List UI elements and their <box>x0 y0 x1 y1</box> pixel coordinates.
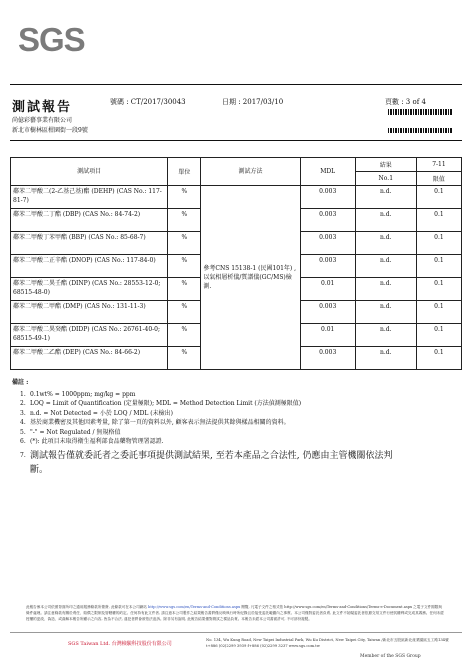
row-unit: % <box>168 209 201 232</box>
table-row <box>11 186 462 209</box>
footer-address: No. 134, Wu Kung Road, New Taipei Industrial Park, Wu Ku District, New Taipei City, Taiwan /新北市五股區新北產業園區五工路134號 t+886 (02)2299 3939 f+886 (02)2299 3237 www.sgs.com.tw <box>206 638 449 648</box>
top-rule <box>10 84 462 85</box>
row-unit: % <box>168 255 201 278</box>
footer-member: Member of the SGS Group <box>360 654 421 659</box>
header-method: 測試方法 <box>201 158 300 186</box>
footer-company <box>68 640 172 647</box>
test-method: 參考CNS 15138-1 (民國101年) ,以氣相層析儀/質譜儀(GC/MS)檢測. <box>201 186 300 370</box>
row-item: 鄰苯二甲酸二正辛酯 (DNOP) (CAS No.: 117-84-0) <box>11 255 168 278</box>
note-item <box>12 428 452 437</box>
sgs-logo <box>18 20 84 60</box>
row-item: 鄰苯二甲酸二異壬酯 (DINP) (CAS No.: 28553-12-0; 68515-48-0) <box>11 278 168 301</box>
note-text: 基於商業機密及其他因素考量, 除了第一頁的資料以外, 顧客表示無法提供其餘與樣品相關的資料。 <box>30 419 290 427</box>
note-item-final <box>12 449 452 477</box>
row-limit: 0.1 <box>416 324 461 347</box>
header-item: 測試項目 <box>11 158 168 186</box>
row-unit: % <box>168 347 201 370</box>
header-result-no: No.1 <box>355 172 416 186</box>
row-result: n.d. <box>355 255 416 278</box>
row-result: n.d. <box>355 186 416 209</box>
header-limit-top: 7-11 <box>416 158 461 172</box>
notes-title: 備註 : <box>12 379 29 386</box>
row-item: 鄰苯二甲酸二異癸酯 (DIDP) (CAS No.: 26761-40-0; 68515-49-1) <box>11 324 168 347</box>
row-limit: 0.1 <box>416 209 461 232</box>
note-text: n.d. = Not Detected = 小於 LOQ / MDL (未檢出) <box>30 409 173 417</box>
note-text: (*): 此項目未取得衛生福利部食品藥物管理署認證. <box>30 438 164 446</box>
row-mdl: 0.003 <box>300 209 355 232</box>
note-item <box>12 409 452 418</box>
note-item <box>12 399 452 408</box>
terms-link[interactable]: http://www.sgs.com/en/Terms-and-Conditions.aspx <box>148 605 241 609</box>
note-item <box>12 390 452 399</box>
row-mdl: 0.003 <box>300 186 355 209</box>
row-unit: % <box>168 278 201 301</box>
header-unit: 單位 <box>168 158 201 186</box>
row-limit: 0.1 <box>416 255 461 278</box>
barcode-company <box>388 128 452 133</box>
row-mdl: 0.01 <box>300 324 355 347</box>
note-item <box>12 418 452 427</box>
disclaimer-text-b: 閱覽, 凡電子文件之格式依 http://www.sgs.com/en/Terms-and-Conditions/Terms-e-Document.aspx 之電子文件期限與條件處理。請注意條款有關於責任、賠償之限制及管轄權的約定。任何持有此文件者, 請注意本公司製作之結果報告書將僅反映執行時所紀錄且於接受委託範圍內之事實。本公司僅對委託者負責, 此文件不妨礙委託者依據交易文件行使其權利或完成其義務。任何未經授權的更改、偽造、或曲解本報告所顯示之內容, 皆為不合法, 違犯者將會被依法追訴。除非另有說明, 此報告結果僅對測試之樣品負責。本報告未經本公司書面許可, 不可部份複製。 <box>26 605 444 621</box>
row-unit: % <box>168 324 201 347</box>
row-mdl: 0.003 <box>300 347 355 370</box>
table-header-row <box>11 158 462 172</box>
row-item: 鄰苯二甲酸丁苯甲酯 (BBP) (CAS No.: 85-68-7) <box>11 232 168 255</box>
row-item: 鄰苯二甲酸二(2-乙基己基)酯 (DEHP) (CAS No.: 117-81-7) <box>11 186 168 209</box>
legal-disclaimer <box>26 604 444 622</box>
note-number: 4. <box>20 419 26 427</box>
note-item <box>12 437 452 446</box>
company-address: 新北市樹林區柑園街一段9號 <box>12 127 88 134</box>
barcode-top <box>388 109 452 115</box>
row-mdl: 0.003 <box>300 255 355 278</box>
header-mdl: MDL <box>300 158 355 186</box>
note-number: 1. <box>20 391 26 398</box>
note-number: 7. <box>20 452 26 460</box>
report-title: 測試報告 <box>12 100 73 115</box>
note-number: 5. <box>20 428 26 436</box>
footer-company-zh: 台灣檢驗科技股份有限公司 <box>111 641 172 647</box>
page-number: 頁數 : 3 of 4 <box>385 98 426 106</box>
row-item: 鄰苯二甲酸二乙酯 (DEP) (CAS No.: 84-66-2) <box>11 347 168 370</box>
row-mdl: 0.003 <box>300 232 355 255</box>
note-number: 3. <box>20 409 26 417</box>
row-result: n.d. <box>355 347 416 370</box>
note-text: LOQ = Limit of Quantification (定量極限); MDL = Method Detection Limit (方法偵測極限值) <box>30 400 302 408</box>
note-text: 0.1wt% = 1000ppm; mg/kg = ppm <box>30 391 136 398</box>
report-number: 號碼 : CT/2017/30043 <box>110 98 186 106</box>
disclaimer-text-a: 此報告係本公司依照背面所印之通用服務條款所簽發, 此條款可在本公司網站 <box>26 605 147 609</box>
logo-text: SGS <box>18 21 85 58</box>
report-date: 日期 : 2017/03/10 <box>222 98 284 106</box>
row-mdl: 0.003 <box>300 301 355 324</box>
note-final-text: 測試報告僅就委託者之委託事項提供測試結果, 至若本產品之合法性, 仍應由主管機關依法判斷。 <box>30 451 393 476</box>
row-result: n.d. <box>355 301 416 324</box>
test-results-table <box>10 157 462 370</box>
company-name: 尚億彩藝事業有限公司 <box>12 117 73 124</box>
row-unit: % <box>168 301 201 324</box>
row-unit: % <box>168 232 201 255</box>
row-item: 鄰苯二甲酸二丁酯 (DBP) (CAS No.: 84-74-2) <box>11 209 168 232</box>
footer-rule <box>10 632 462 633</box>
row-result: n.d. <box>355 209 416 232</box>
note-number: 6. <box>20 438 26 446</box>
row-mdl: 0.01 <box>300 278 355 301</box>
header-result: 結果 <box>355 158 416 172</box>
note-number: 2. <box>20 400 26 408</box>
notes-section <box>12 377 452 477</box>
row-limit: 0.1 <box>416 186 461 209</box>
row-limit: 0.1 <box>416 301 461 324</box>
row-result: n.d. <box>355 324 416 347</box>
footer-company-en: SGS Taiwan Ltd. <box>68 641 111 647</box>
header-limit-bottom: 限值 <box>416 172 461 186</box>
header-rule <box>10 140 462 141</box>
company-info <box>12 116 88 136</box>
row-result: n.d. <box>355 232 416 255</box>
row-result: n.d. <box>355 278 416 301</box>
row-limit: 0.1 <box>416 232 461 255</box>
row-limit: 0.1 <box>416 347 461 370</box>
row-limit: 0.1 <box>416 278 461 301</box>
row-item: 鄰苯二甲酸二甲酯 (DMP) (CAS No.: 131-11-3) <box>11 301 168 324</box>
row-unit: % <box>168 186 201 209</box>
note-text: "-" = Not Regulated / 無規格值 <box>30 428 121 436</box>
